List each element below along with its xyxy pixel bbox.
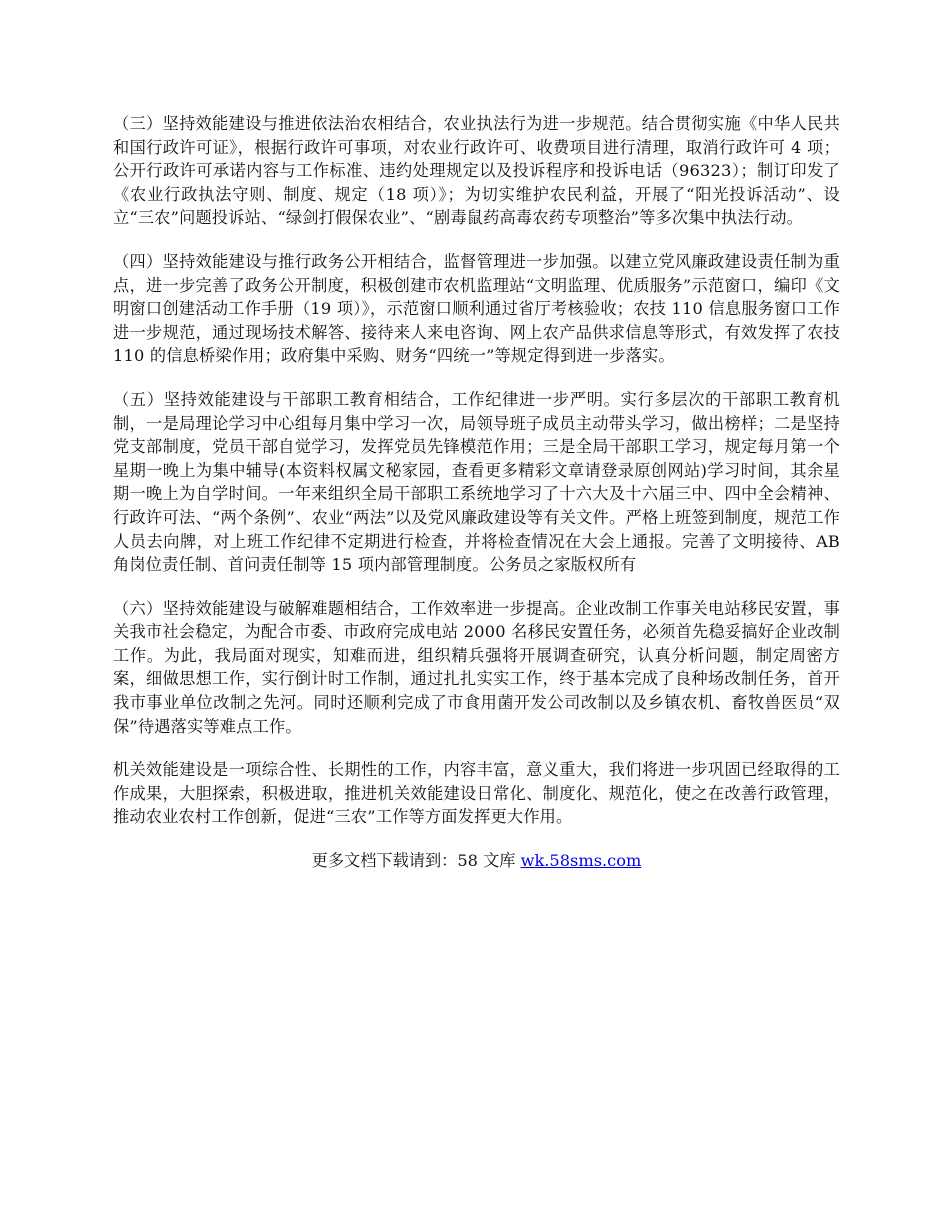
footer-prefix-text: 更多文档下载请到：58 文库 [311, 851, 521, 871]
paragraph-section-six: （六）坚持效能建设与破解难题相结合，工作效率进一步提高。企业改制工作事关电站移民安置，事关我市社会稳定，为配合市委、市政府完成电站 2000 名移民安置任务，必须首先稳妥搞好企业改制工作。为此，我局面对现实，知难而进，组织精兵强将开展调查研究，认真分析问题，制定周密方案，细做思想工作，实行倒计时工作制，通过扎扎实实工作，终于基本完成了良种场改制任务，首开我市事业单位改制之先河。同时还顺利完成了市食用菌开发公司改制以及乡镇农机、畜牧兽医员“双保”待遇落实等难点工作。 [113, 598, 840, 736]
paragraph-section-four: （四）坚持效能建设与推行政务公开相结合，监督管理进一步加强。以建立党风廉政建设责任制为重点，进一步完善了政务公开制度，积极创建市农机监理站“文明监理、优质服务”示范窗口，编印《文明窗口创建活动工作手册（19 项）》，示范窗口顺利通过省厅考核验收；农技 110 信息服务窗口工作进一步规范，通过现场技术解答、接待来人来电咨询、网上农产品供求信息等形式，有效发挥了农技 110 的信息桥梁作用；政府集中采购、财务“四统一”等规定得到进一步落实。 [113, 251, 840, 366]
document-page [113, 112, 840, 873]
paragraph-section-five: （五）坚持效能建设与干部职工教育相结合，工作纪律进一步严明。实行多层次的干部职工教育机制，一是局理论学习中心组每月集中学习一次，局领导班子成员主动带头学习，做出榜样；二是坚持党支部制度，党员干部自觉学习，发挥党员先锋模范作用；三是全局干部职工学习，规定每月第一个星期一晚上为集中辅导(本资料权属文秘家园，查看更多精彩文章请登录原创网站)学习时间，其余星期一晚上为自学时间。一年来组织全局干部职工系统地学习了十六大及十六届三中、四中全会精神、行政许可法、“两个条例”、农业“两法”以及党风廉政建设等有关文件。严格上班签到制度，规范工作人员去向牌，对上班工作纪律不定期进行检查，并将检查情况在大会上通报。完善了文明接待、AB 角岗位责任制、首问责任制等 15 项内部管理制度。公务员之家版权所有 [113, 389, 840, 575]
footer-download-link[interactable]: wk.58sms.com [520, 851, 642, 871]
paragraph-conclusion: 机关效能建设是一项综合性、长期性的工作，内容丰富，意义重大，我们将进一步巩固已经取得的工作成果，大胆探索，积极进取，推进机关效能建设日常化、制度化、规范化，使之在改善行政管理，推动农业农村工作创新，促进“三农”工作等方面发挥更大作用。 [113, 760, 840, 827]
paragraph-section-three: （三）坚持效能建设与推进依法治农相结合，农业执法行为进一步规范。结合贯彻实施《中华人民共和国行政许可证》，根据行政许可事项，对农业行政许可、收费项目进行清理，取消行政许可 4 项；公开行政许可承诺内容与工作标准、违约处理规定以及投诉程序和投诉电话（96323）；制订印发了《农业行政执法守则、制度、规定（18 项）》；为切实维护农民利益，开展了“阳光投诉活动”、设立“三农”问题投诉站、“绿剑打假保农业”、“剧毒鼠药高毒农药专项整治”等多次集中执法行动。 [113, 114, 840, 228]
download-footer [113, 849, 840, 873]
